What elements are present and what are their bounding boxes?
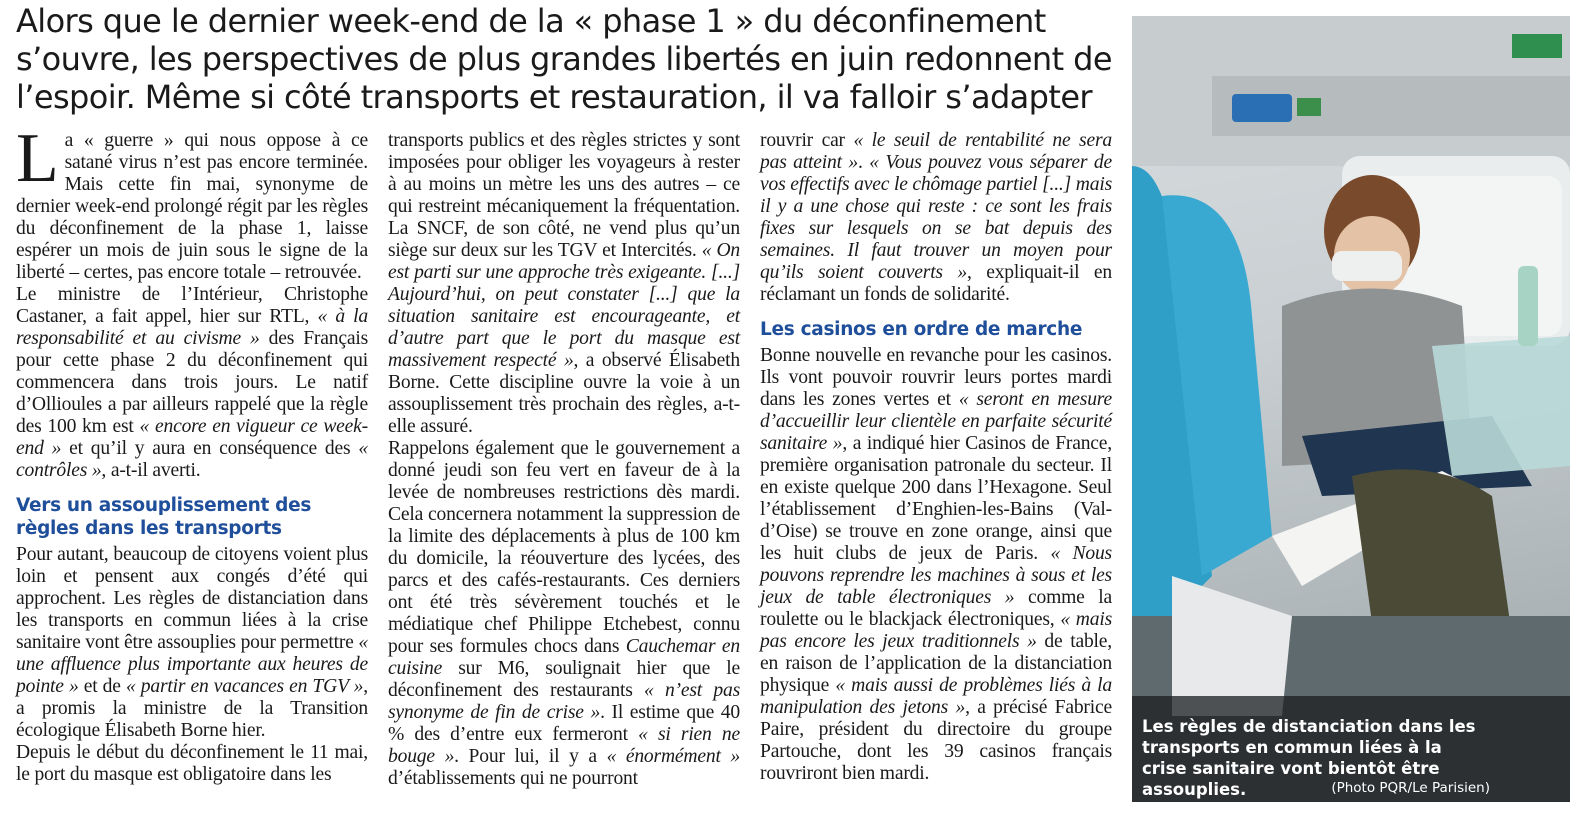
text: Pour autant, beaucoup de citoyens voient plus loin et pensent aux congés d’été qui approchent. Les règles de distanciation dans les transports en commun liées à la crise sanitaire vont être assouplies pour permettre: [16, 544, 368, 653]
text: de table, en raison de l’application de la distanciation physique: [760, 631, 1112, 696]
article-column-3: [760, 130, 1112, 785]
paragraph: [388, 438, 740, 790]
paragraph: [16, 284, 368, 482]
subheading-transports: Vers un assouplissement des règles dans les transports: [16, 495, 312, 539]
article-column-1: [16, 120, 368, 786]
quote: « encore en vigueur ce week-end »: [16, 416, 368, 459]
text: transports publics et des règles strictes y sont imposées pour obliger les voyageurs à rester à au moins un mètre les uns des autres – ce qui restreint mécaniquement la fréquentation. La SNCF, de son côté, ne vend plus qu’un siège sur deux sur les TGV et Intercités.: [388, 130, 740, 261]
quote: « une affluence plus importante aux heures de pointe »: [16, 632, 368, 697]
text: Bonne nouvelle en revanche pour les casinos. Ils vont pouvoir rouvrir leurs portes mardi dans les zones vertes et: [760, 345, 1112, 410]
photo-credit: (Photo PQR/Le Parisien): [1331, 780, 1490, 796]
quote: « seront en mesure d’accueillir leur clientèle en parfaite sécurité sanitaire »: [760, 389, 1112, 454]
quote: « Vous pouvez vous séparer de vos effectifs avec le chômage partiel [...] mais il y a une chose qui reste : ce sont les frais fixes sur lesquels on se bat depuis des semaines. Il faut trouver un moyen pour qu’ils soient couverts »: [760, 152, 1113, 283]
paragraph: [760, 130, 1112, 306]
text: , a-t-il averti.: [101, 460, 201, 481]
show-title: Cauchemar en cuisine: [388, 636, 741, 679]
text: sur M6, soulignait hier que le déconfinement des restaurants: [388, 658, 740, 701]
quote: « On est parti sur une approche très exigeante. [...] Aujourd’hui, on peut constater [...] que la situation sanitaire est encourageante, et d’autre part que le port du masque est massivement respecté »: [388, 240, 740, 371]
text: rouvrir car: [760, 130, 854, 151]
text: des Français pour cette phase 2 du déconfinement qui commencera dans trois jours. Le natif d’Ollioules a par ailleurs rappelé que la règle des 100 km est: [16, 328, 368, 437]
paragraph: [16, 544, 368, 742]
drop-cap: L: [16, 120, 59, 197]
photo-caption: Les règles de distanciation dans les transports en commun liées à la crise sanitaire vont bientôt être assouplies.: [1142, 717, 1476, 799]
text: comme la roulette ou le blackjack électroniques,: [760, 587, 1113, 630]
text: Rappelons également que le gouvernement a donné jeudi son feu vert en faveur de à la levée de nombreuses restrictions dès mardi. Cela concernera notamment la suppression de la limite des déplacements à plus de 100 km du domicile, la réouverture des lycées, des parcs et des cafés-restaurants. Ces derniers ont été très sévèrement touchés et le médiatique chef Philippe Etchebest, connu pour ses formules chocs dans: [388, 438, 740, 657]
paragraph: [388, 130, 740, 438]
headline: Alors que le dernier week-end de la « phase 1 » du déconfinement s’ouvre, les perspectives de plus grandes libertés en juin redonnent de l’espoir. Même si côté transports et restauration, il va falloir s’adapter: [16, 2, 1112, 116]
quote: « n’est pas synonyme de fin de crise »: [388, 680, 741, 723]
text: et qu’il y aura en conséquence des: [61, 438, 359, 459]
text: et de: [78, 676, 126, 697]
photo-illustration: [1132, 16, 1570, 802]
text: .: [858, 152, 870, 173]
text: d’établissements qui ne pourront: [388, 768, 638, 789]
quote: « si rien ne bouge »: [388, 724, 741, 767]
quote: « énormément »: [606, 746, 740, 767]
subheading-casinos: Les casinos en ordre de marche: [760, 319, 1083, 340]
text: . Pour lui, il y a: [454, 746, 607, 767]
text: . Il estime que 40 % des d’entre eux fermeront: [388, 702, 740, 745]
quote: « à la responsabilité et au civisme »: [16, 306, 368, 349]
text: Le ministre de l’Intérieur, Christophe Castaner, a fait appel, hier sur RTL,: [16, 284, 368, 327]
text: , a promis la ministre de la Transition écologique Élisabeth Borne hier.: [16, 676, 368, 741]
paragraph: [760, 345, 1112, 785]
quote: « partir en vacances en TGV »: [125, 676, 364, 697]
text: , expliquait-il en réclamant un fonds de solidarité.: [760, 262, 1112, 305]
quote: « contrôles »: [16, 438, 368, 481]
text: , a précisé Fabrice Paire, président du directoire du groupe Partouche, dont les 39 casinos français rouvriront bien mardi.: [760, 697, 1112, 784]
quote: « Nous pouvons reprendre les machines à sous et les jeux de table électroniques »: [760, 543, 1112, 608]
article-column-2: [388, 130, 740, 790]
quote: « mais pas encore les jeux traditionnels »: [760, 609, 1112, 652]
quote: « le seuil de rentabilité ne sera pas atteint »: [760, 130, 1112, 173]
quote: « mais aussi de problèmes liés à la manipulation des jetons »: [760, 675, 1113, 718]
paragraph: Depuis le début du déconfinement le 11 mai, le port du masque est obligatoire dans les: [16, 742, 368, 785]
text: , a observé Élisabeth Borne. Cette discipline ouvre la voie à un assouplissement très prochain des règles, a-t-elle assuré.: [388, 350, 740, 437]
paragraph-text: a « guerre » qui nous oppose à ce satané virus n’est pas encore terminée. Mais cette fin mai, synonyme de dernier week-end prolongé régit par les règles du déconfinement de la phase 1, laisse espérer un mois de juin sous le signe de la liberté – certes, pas encore totale – retrouvée.: [16, 130, 368, 283]
text: , a indiqué hier Casinos de France, première organisation patronale du secteur. Il en existe quelque 200 dans l’Hexagone. Seul l’établissement d’Enghien-les-Bains (Val-d’Oise) se trouve en zone orange, ainsi que les huit clubs de jeux de Paris.: [760, 433, 1113, 564]
train-passenger-photo: [1132, 16, 1570, 802]
paragraph: [16, 120, 368, 284]
